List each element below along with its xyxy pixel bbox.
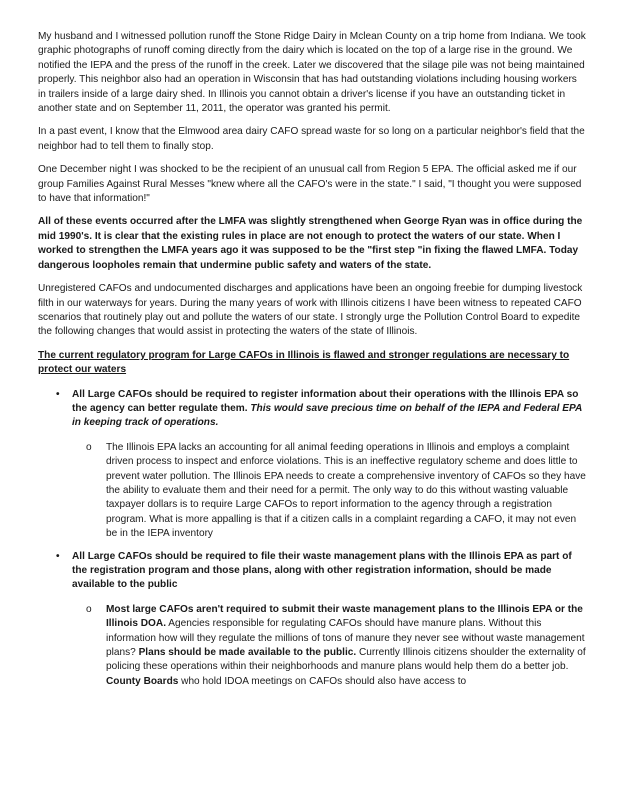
recommendation-register: All Large CAFOs should be required to register information about their operations with the Illinois EPA so the agency can better regulate them.	[72, 388, 579, 414]
paragraph-stone-ridge: My husband and I witnessed pollution runoff the Stone Ridge Dairy in Mclean County on a trip home from Indiana. We took graphic photographs of runoff coming directly from the dairy which is located on the top of a large rise in the ground. We notified the IEPA and the press of the runoff in the creek. Later we discovered that the silage pile was not being maintained properly. This neighbor also had an operation in Wisconsin that has had outstanding violations including housing workers in trailers inside of a large dairy shed. In Illinois you cannot obtain a driver's license if you have an outstanding ticket in another state and on September 11, 2011, the operator was granted his permit.	[38, 31, 586, 115]
bullet-icon: •	[56, 388, 60, 400]
register-detail: The Illinois EPA lacks an accounting for all animal feeding operations in Illinois and employs a complaint driven process to inspect and enforce violations. This is an ineffective regulatory scheme and does little to prevent water pollution. The Illinois EPA needs to create a comprehensive inventory of CAFOs so they have the ability to evaluate them and their need for a permit. The only way to do this without wasting valuable taxpayer dollars is to require Large CAFOs to report information to the agency through a registration program. What is more appalling is that if a citizen calls in a complaint regarding a CAFO, it may not even be in the IEPA inventory	[106, 441, 586, 540]
bullet-icon: •	[56, 550, 60, 562]
sub-list	[72, 441, 586, 542]
paragraph-elmwood: In a past event, I know that the Elmwood area dairy CAFO spread waste for so long on a particular neighbor's field that the neighbor had to tell them to finally stop.	[38, 126, 585, 152]
recommendation-list	[38, 388, 586, 690]
paragraph-unregistered-cafos: Unregistered CAFOs and undocumented discharges and applications have been an ongoing freebie for dumping livestock filth in our waterways for years. During the many years of work with Illinois citizens I have been witness to repeated CAFO scenarios that routinely play out and pollute the waters of our state. I strongly urge the Pollution Control Board to expedite the following changes that would assist in protecting the waters of the state of Illinois.	[38, 283, 583, 338]
list-item	[72, 603, 586, 689]
waste-plans-detail-2: Currently Illinois citizens shoulder the externality of policing these operations within their neighborhoods and manure plans would help them do a better job.	[106, 647, 586, 673]
waste-plans-detail-1: Agencies responsible for regulating CAFOs should have manure plans. Without this information how will they regulate the millions of tons of manure they never see without waste management plans?	[106, 618, 585, 659]
section-heading: The current regulatory program for Large CAFOs in Illinois is flawed and stronger regulations are necessary to protect our waters	[38, 349, 570, 376]
sub-list	[72, 603, 586, 689]
list-item	[38, 550, 586, 690]
circle-bullet-icon: o	[86, 441, 92, 453]
waste-plans-public: Plans should be made available to the public.	[138, 647, 357, 659]
circle-bullet-icon: o	[86, 603, 92, 615]
list-item	[72, 441, 586, 542]
paragraph-region5-call: One December night I was shocked to be the recipient of an unusual call from Region 5 EPA. The official asked me if our group Families Against Rural Messes "knew where all the CAFO's were in the state." I said, "I thought you were supposed to have that information!"	[38, 164, 582, 205]
recommendation-waste-plans: All Large CAFOs should be required to file their waste management plans with the Illinois EPA as part of the registration program and those plans, along with other registration information, should be made available to the public	[72, 550, 572, 591]
document-page	[38, 30, 586, 697]
waste-plans-lead: Most large CAFOs aren't required to submit their waste management plans to the Illinois EPA or the Illinois DOA.	[106, 603, 583, 630]
recommendation-register-note: This would save precious time on behalf of the IEPA and Federal EPA in keeping track of operations.	[72, 402, 582, 429]
waste-plans-detail-3: who hold IDOA meetings on CAFOs should also have access to	[181, 675, 467, 687]
county-boards-label: County Boards	[106, 675, 179, 687]
paragraph-lmfa: All of these events occurred after the LMFA was slightly strengthened when George Ryan was in office during the mid 1990's. It is clear that the existing rules in place are not enough to protect the waters of our state. When I worked to strengthen the LMFA years ago it was supposed to be the "first step "in fixing the flawed LMFA. Today dangerous loopholes remain that undermine public safety and waters of the state.	[38, 216, 583, 271]
list-item	[38, 388, 586, 542]
